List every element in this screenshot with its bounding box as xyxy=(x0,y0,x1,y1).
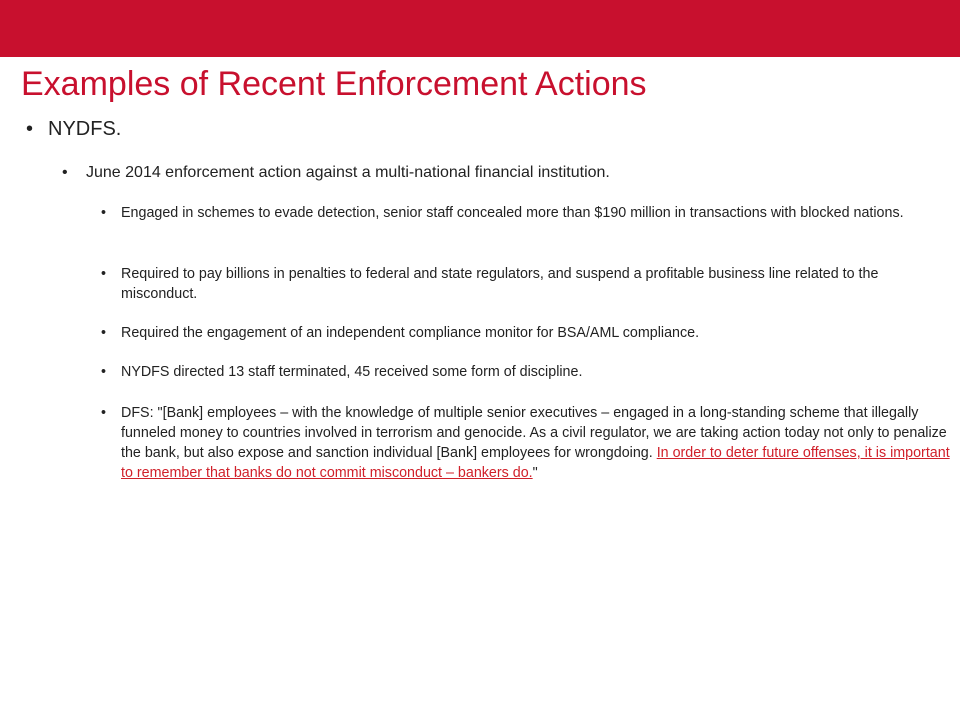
dfs-quote-paragraph xyxy=(121,403,953,483)
bullet-item-compliance-monitor xyxy=(101,323,960,343)
dfs-quote-text: DFS: "[Bank] employees – with the knowledge of multiple senior executives – engaged in a long-standing scheme that illegally funneled money to countries involved in terrorism and genocide. As a civil regulator, we are taking action today not only to penalize the bank, but also expose and sanction individual [Bank] employees for wrongdoing. xyxy=(121,405,947,461)
quote-highlight-link[interactable]: In order to deter future offenses, it is important to remember that banks do not commit misconduct – bankers do. xyxy=(121,445,950,481)
bullet-item-text: Engaged in schemes to evade detection, senior staff concealed more than $190 million in transactions with blocked nations. xyxy=(121,205,904,221)
bullet-item-staff-discipline xyxy=(101,362,960,382)
bullet-level2-text: June 2014 enforcement action against a multi-national financial institution. xyxy=(86,164,610,181)
bullet-item-text: Required to pay billions in penalties to federal and state regulators, and suspend a profitable business line related to the misconduct. xyxy=(121,266,879,302)
slide-title: Examples of Recent Enforcement Actions xyxy=(21,65,647,103)
bullet-item-text: Required the engagement of an independent compliance monitor for BSA/AML compliance. xyxy=(121,325,700,341)
bullet-dot-icon: • xyxy=(101,266,107,282)
bullet-item-penalties xyxy=(101,264,960,304)
bullet-dot-icon: • xyxy=(101,325,107,341)
bullet-item-text: NYDFS directed 13 staff terminated, 45 received some form of discipline. xyxy=(121,364,583,380)
bullet-dot-icon: • xyxy=(101,364,107,380)
dfs-quote-closing: " xyxy=(532,465,538,481)
bullet-dot-icon: • xyxy=(101,205,107,221)
brand-header-bar xyxy=(0,0,960,57)
bullet-dot-icon: • xyxy=(62,164,68,181)
bullet-item-dfs-quote xyxy=(101,403,960,483)
bullet-level1-text: NYDFS. xyxy=(48,118,122,140)
bullet-dot-icon: • xyxy=(101,405,107,421)
bullet-item-concealed-transactions xyxy=(101,203,960,223)
bullet-dot-icon: • xyxy=(26,118,34,140)
